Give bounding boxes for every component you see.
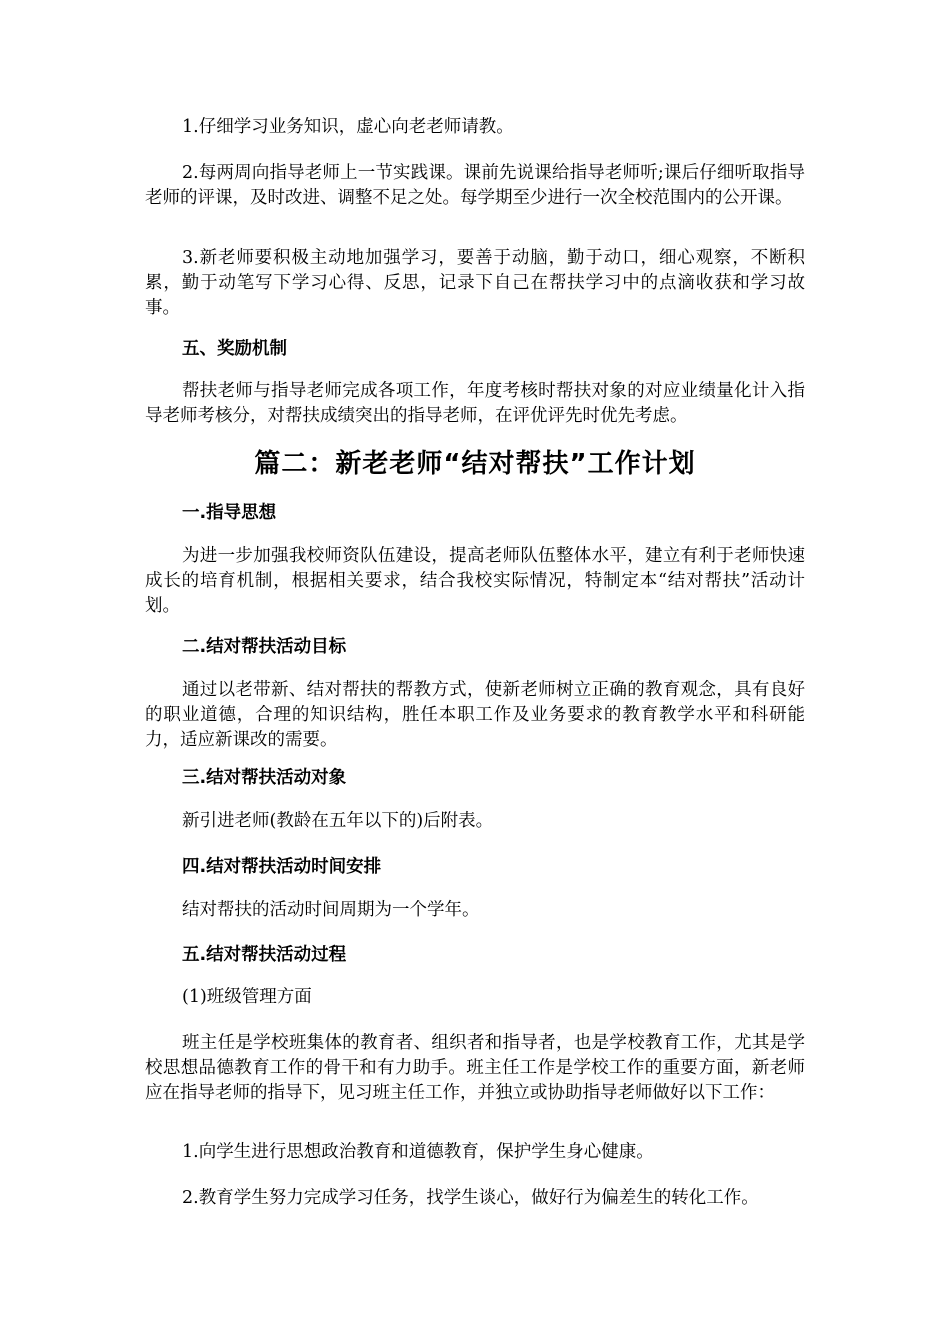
paragraph-4: 结对帮扶的活动时间周期为一个学年。 — [182, 900, 480, 920]
paragraph-2: 通过以老带新、结对帮扶的帮教方式，使新老师树立正确的教育观念，具有良好的职业道德，合理的知识结构，胜任本职工作及业务要求的教育教学水平和科研能力，适应新课改的需要。 — [145, 680, 805, 750]
list-item-3: 3.新老师要积极主动地加强学习，要善于动脑，勤于动口，细心观察，不断积累，勤于动笔写下学习心得、反思，记录下自己在帮扶学习中的点滴收获和学习故事。 — [145, 248, 805, 318]
list-item-2: 2.每两周向指导老师上一节实践课。课前先说课给指导老师听;课后仔细听取指导老师的评课，及时改进、调整不足之处。每学期至少进行一次全校范围内的公开课。 — [145, 163, 805, 208]
paragraph-5: 班主任是学校班集体的教育者、组织者和指导者，也是学校教育工作，尤其是学校思想品德教育工作的骨干和有力助手。班主任工作是学校工作的重要方面，新老师应在指导老师的指导下，见习班主任工作，并独立或协助指导老师做好以下工作： — [145, 1033, 805, 1103]
list-item-1: 1.仔细学习业务知识，虚心向老老师请教。 — [182, 117, 514, 137]
list-item-b: 2.教育学生努力完成学习任务，找学生谈心，做好行为偏差生的转化工作。 — [182, 1188, 759, 1208]
subsection-class-management: (1)班级管理方面 — [182, 987, 312, 1007]
section-heading-2: 二.结对帮扶活动目标 — [182, 637, 347, 657]
paragraph-3: 新引进老师(教龄在五年以下的)后附表。 — [182, 811, 494, 831]
paragraph-1: 为进一步加强我校师资队伍建设，提高老师队伍整体水平，建立有利于老师快速成长的培育机制，根据相关要求，结合我校实际情况，特制定本“结对帮扶”活动计划。 — [145, 546, 805, 616]
document-title: 篇二：新老老师“结对帮扶”工作计划 — [254, 449, 696, 479]
reward-paragraph: 帮扶老师与指导老师完成各项工作，年度考核时帮扶对象的对应业绩量化计入指导老师考核分，对帮扶成绩突出的指导老师，在评优评先时优先考虑。 — [145, 381, 805, 426]
section-heading-reward: 五、奖励机制 — [182, 339, 287, 359]
section-heading-1: 一.指导思想 — [182, 503, 277, 523]
section-heading-5: 五.结对帮扶活动过程 — [182, 945, 347, 965]
section-heading-4: 四.结对帮扶活动时间安排 — [182, 857, 382, 877]
list-item-a: 1.向学生进行思想政治教育和道德教育，保护学生身心健康。 — [182, 1142, 654, 1162]
section-heading-3: 三.结对帮扶活动对象 — [182, 768, 347, 788]
